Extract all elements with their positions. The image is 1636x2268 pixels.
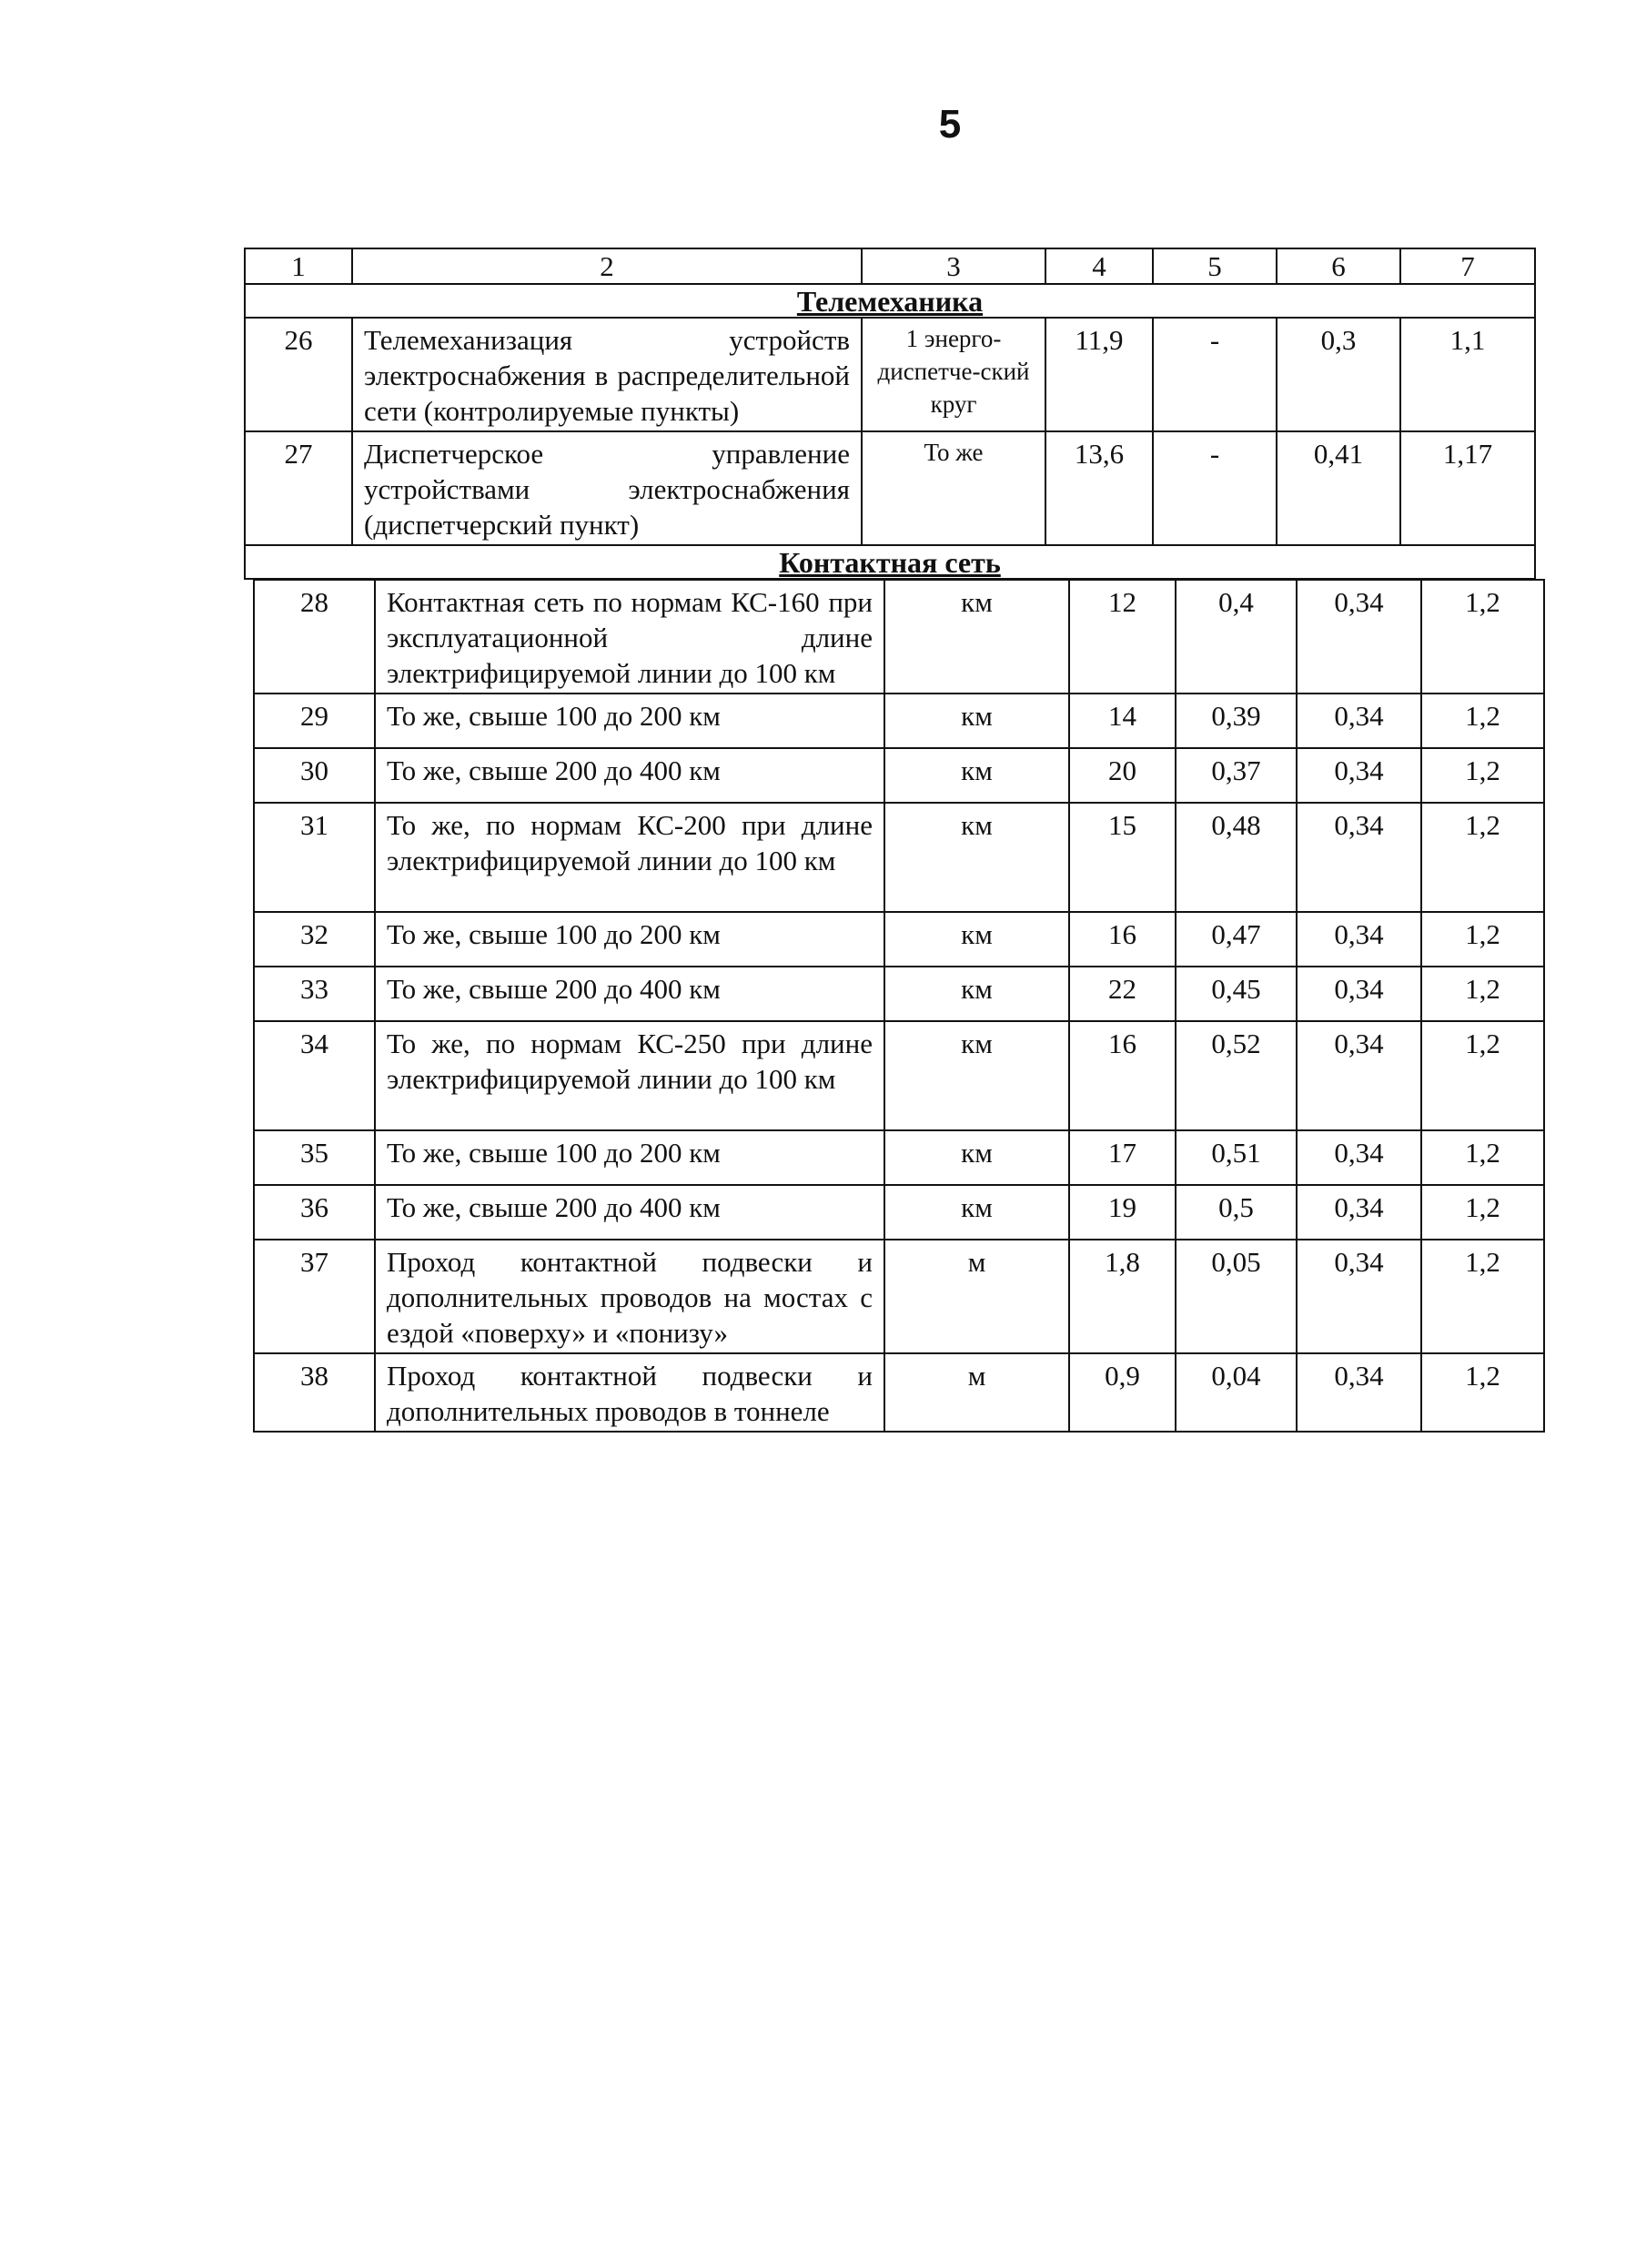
table-row	[254, 912, 1544, 967]
row-description: То же, свыше 100 до 200 км	[375, 694, 884, 748]
row-col5: 0,48	[1176, 803, 1297, 912]
table-row	[254, 1185, 1544, 1240]
row-col4: 17	[1069, 1130, 1176, 1185]
row-col7: 1,2	[1421, 1021, 1544, 1130]
row-number: 29	[254, 694, 375, 748]
table-row	[254, 967, 1544, 1021]
row-col4: 16	[1069, 1021, 1176, 1130]
row-description: То же, свыше 200 до 400 км	[375, 967, 884, 1021]
row-number: 28	[254, 580, 375, 694]
row-col6: 0,34	[1297, 967, 1421, 1021]
row-number: 38	[254, 1353, 375, 1432]
row-col6: 0,41	[1277, 431, 1400, 545]
row-col5: 0,5	[1176, 1185, 1297, 1240]
row-description: Телемеханизация устройств электроснабжения в распределительной сети (контролируемые пункты)	[352, 318, 862, 431]
row-unit: км	[884, 748, 1069, 803]
table-row	[254, 1353, 1544, 1432]
row-number: 27	[245, 431, 352, 545]
column-number: 2	[352, 248, 862, 284]
table-row	[254, 580, 1544, 694]
row-col5: 0,04	[1176, 1353, 1297, 1432]
row-col7: 1,17	[1400, 431, 1535, 545]
table-row	[254, 694, 1544, 748]
table-row	[254, 803, 1544, 912]
row-col6: 0,34	[1297, 1130, 1421, 1185]
row-col4: 14	[1069, 694, 1176, 748]
row-col7: 1,2	[1421, 748, 1544, 803]
row-col5: 0,4	[1176, 580, 1297, 694]
row-col4: 15	[1069, 803, 1176, 912]
row-col6: 0,34	[1297, 748, 1421, 803]
row-unit: км	[884, 694, 1069, 748]
row-number: 34	[254, 1021, 375, 1130]
table-row	[245, 431, 1535, 545]
row-number: 37	[254, 1240, 375, 1353]
row-unit: км	[884, 580, 1069, 694]
row-unit: км	[884, 912, 1069, 967]
row-col6: 0,34	[1297, 580, 1421, 694]
row-col4: 11,9	[1045, 318, 1153, 431]
row-unit: км	[884, 1021, 1069, 1130]
table-row	[254, 1240, 1544, 1353]
row-col6: 0,3	[1277, 318, 1400, 431]
row-description: То же, свыше 200 до 400 км	[375, 1185, 884, 1240]
column-number: 6	[1277, 248, 1400, 284]
section-title-contact-network: Контактная сеть	[779, 546, 1001, 579]
row-description: Диспетчерское управление устройствами электроснабжения (диспетчерский пункт)	[352, 431, 862, 545]
row-col7: 1,2	[1421, 967, 1544, 1021]
row-unit: км	[884, 803, 1069, 912]
row-number: 32	[254, 912, 375, 967]
table-row	[254, 748, 1544, 803]
row-unit: То же	[862, 431, 1045, 545]
page-number: 5	[938, 102, 962, 147]
norms-table-upper	[244, 248, 1536, 580]
row-description: Проход контактной подвески и дополнительных проводов на мостах с ездой «поверху» и «понизу»	[375, 1240, 884, 1353]
column-number-row	[245, 248, 1535, 284]
row-description: То же, свыше 100 до 200 км	[375, 912, 884, 967]
row-col4: 20	[1069, 748, 1176, 803]
row-number: 30	[254, 748, 375, 803]
table-row	[245, 318, 1535, 431]
row-description: То же, по нормам КС-200 при длине электрифицируемой линии до 100 км	[375, 803, 884, 912]
row-col4: 13,6	[1045, 431, 1153, 545]
row-col7: 1,2	[1421, 1130, 1544, 1185]
row-col6: 0,34	[1297, 803, 1421, 912]
column-number: 1	[245, 248, 352, 284]
row-unit: км	[884, 1185, 1069, 1240]
row-col7: 1,2	[1421, 1240, 1544, 1353]
row-description: То же, свыше 200 до 400 км	[375, 748, 884, 803]
row-col7: 1,2	[1421, 1185, 1544, 1240]
row-description: То же, по нормам КС-250 при длине электрифицируемой линии до 100 км	[375, 1021, 884, 1130]
norms-table-lower	[253, 579, 1545, 1433]
row-col4: 1,8	[1069, 1240, 1176, 1353]
table-row	[254, 1021, 1544, 1130]
row-number: 26	[245, 318, 352, 431]
row-col4: 19	[1069, 1185, 1176, 1240]
row-col6: 0,34	[1297, 1185, 1421, 1240]
row-col5: 0,39	[1176, 694, 1297, 748]
row-col5: 0,52	[1176, 1021, 1297, 1130]
row-col6: 0,34	[1297, 694, 1421, 748]
column-number: 3	[862, 248, 1045, 284]
row-description: Проход контактной подвески и дополнительных проводов в тоннеле	[375, 1353, 884, 1432]
row-number: 35	[254, 1130, 375, 1185]
row-col4: 0,9	[1069, 1353, 1176, 1432]
column-number: 4	[1045, 248, 1153, 284]
row-col5: 0,47	[1176, 912, 1297, 967]
row-col6: 0,34	[1297, 1240, 1421, 1353]
row-col6: 0,34	[1297, 1021, 1421, 1130]
row-col5: -	[1153, 431, 1277, 545]
row-col5: 0,51	[1176, 1130, 1297, 1185]
row-number: 36	[254, 1185, 375, 1240]
row-col7: 1,2	[1421, 580, 1544, 694]
row-col4: 22	[1069, 967, 1176, 1021]
row-col4: 12	[1069, 580, 1176, 694]
row-unit: км	[884, 967, 1069, 1021]
row-unit: м	[884, 1353, 1069, 1432]
row-unit: 1 энерго-диспетче-ский круг	[862, 318, 1045, 431]
row-col4: 16	[1069, 912, 1176, 967]
column-number: 7	[1400, 248, 1535, 284]
row-col7: 1,1	[1400, 318, 1535, 431]
row-unit: км	[884, 1130, 1069, 1185]
section-heading-row	[245, 284, 1535, 318]
section-heading-row	[245, 545, 1535, 579]
column-number: 5	[1153, 248, 1277, 284]
row-col7: 1,2	[1421, 694, 1544, 748]
row-number: 31	[254, 803, 375, 912]
row-col5: 0,37	[1176, 748, 1297, 803]
row-col7: 1,2	[1421, 912, 1544, 967]
row-description: Контактная сеть по нормам КС-160 при эксплуатационной длине электрифицируемой линии до 100 км	[375, 580, 884, 694]
row-col7: 1,2	[1421, 803, 1544, 912]
row-col6: 0,34	[1297, 912, 1421, 967]
row-col5: 0,05	[1176, 1240, 1297, 1353]
row-number: 33	[254, 967, 375, 1021]
row-col6: 0,34	[1297, 1353, 1421, 1432]
row-unit: м	[884, 1240, 1069, 1353]
row-col7: 1,2	[1421, 1353, 1544, 1432]
table-row	[254, 1130, 1544, 1185]
row-col5: 0,45	[1176, 967, 1297, 1021]
row-col5: -	[1153, 318, 1277, 431]
row-description: То же, свыше 100 до 200 км	[375, 1130, 884, 1185]
section-title-telemechanics: Телемеханика	[796, 285, 984, 318]
